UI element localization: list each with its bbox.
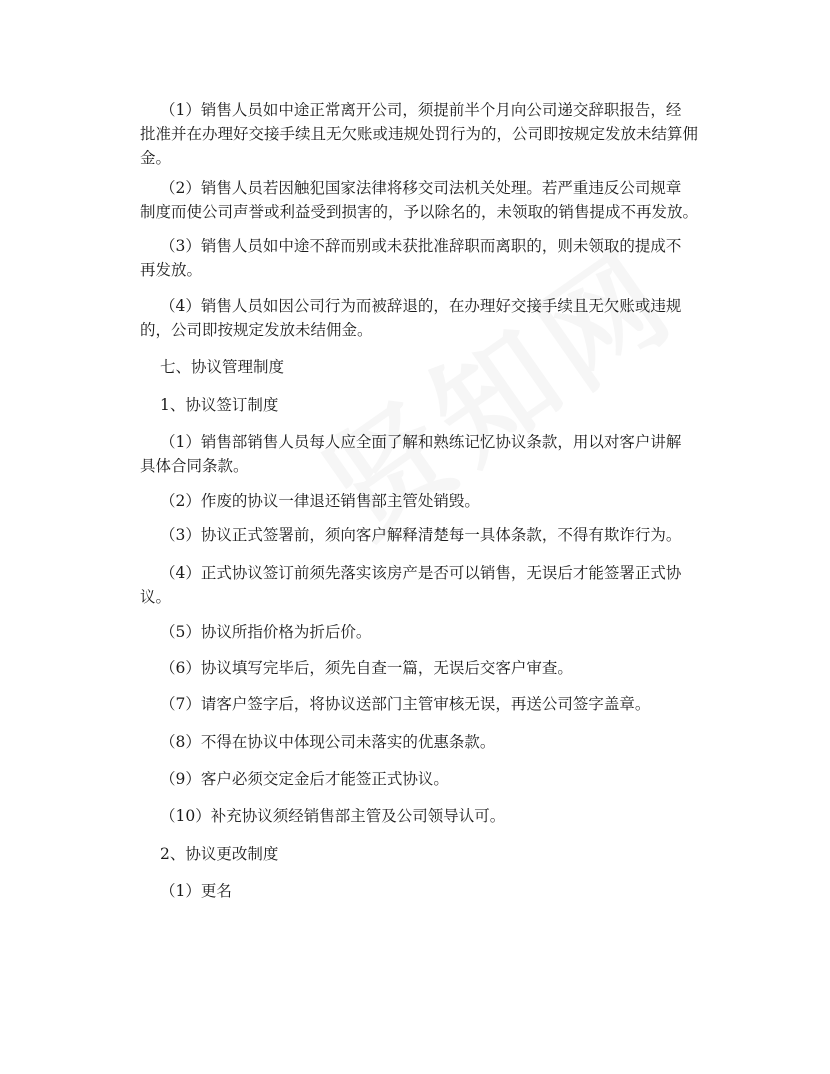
text-line: （3）销售人员如中途不辞而别或未获批准辞职而离职的，则未领取的提成不 (160, 237, 682, 255)
heading-text: 七、协议管理制度 (160, 358, 285, 376)
watermark (286, 204, 704, 569)
text-line: （4）销售人员如因公司行为而被辞退的，在办理好交接手续且无欠账或违规 (160, 297, 682, 315)
text-line: （6）协议填写完毕后，须先自查一篇，无误后交客户审查。 (160, 659, 573, 677)
text-line: 金。 (140, 149, 172, 167)
text-line: 议。 (140, 588, 172, 606)
text-line: 批准并在办理好交接手续且无欠账或违规处罚行为的，公司即按规定发放未结算佣 (140, 125, 699, 143)
text-line: 再发放。 (140, 261, 203, 279)
text-line: （3）协议正式签署前，须向客户解释清楚每一具体条款，不得有欺诈行为。 (160, 526, 682, 544)
text-line: （4）正式协议签订前须先落实该房产是否可以销售，无误后才能签署正式协 (160, 564, 682, 582)
text-line: （5）协议所指价格为折后价。 (160, 623, 372, 641)
heading-text: 2、协议更改制度 (160, 845, 279, 863)
text-line: （2）作废的协议一律退还销售部主管处销毁。 (160, 492, 480, 510)
text-line: （1）销售人员如中途正常离开公司，须提前半个月向公司递交辞职报告，经 (160, 101, 682, 119)
text-line: 制度而使公司声誉或利益受到损害的，予以除名的，未领取的销售提成不再发放。 (140, 203, 699, 221)
text-line: （1）销售部销售人员每人应全面了解和熟练记忆协议条款，用以对客户讲解 (160, 433, 682, 451)
text-line: （8）不得在协议中体现公司未落实的优惠条款。 (160, 733, 496, 751)
heading-text: 1、协议签订制度 (160, 396, 279, 414)
text-line: （7）请客户签字后，将协议送部门主管审核无误，再送公司签字盖章。 (160, 695, 651, 713)
text-line: 的，公司即按规定发放未结佣金。 (140, 321, 373, 339)
text-line: （1）更名 (160, 882, 232, 900)
text-line: （10）补充协议须经销售部主管及公司领导认可。 (160, 807, 506, 825)
text-line: （2）销售人员若因触犯国家法律将移交司法机关处理。若严重违反公司规章 (160, 179, 682, 197)
text-line: 具体合同条款。 (140, 457, 249, 475)
text-line: （9）客户必须交定金后才能签正式协议。 (160, 770, 449, 788)
